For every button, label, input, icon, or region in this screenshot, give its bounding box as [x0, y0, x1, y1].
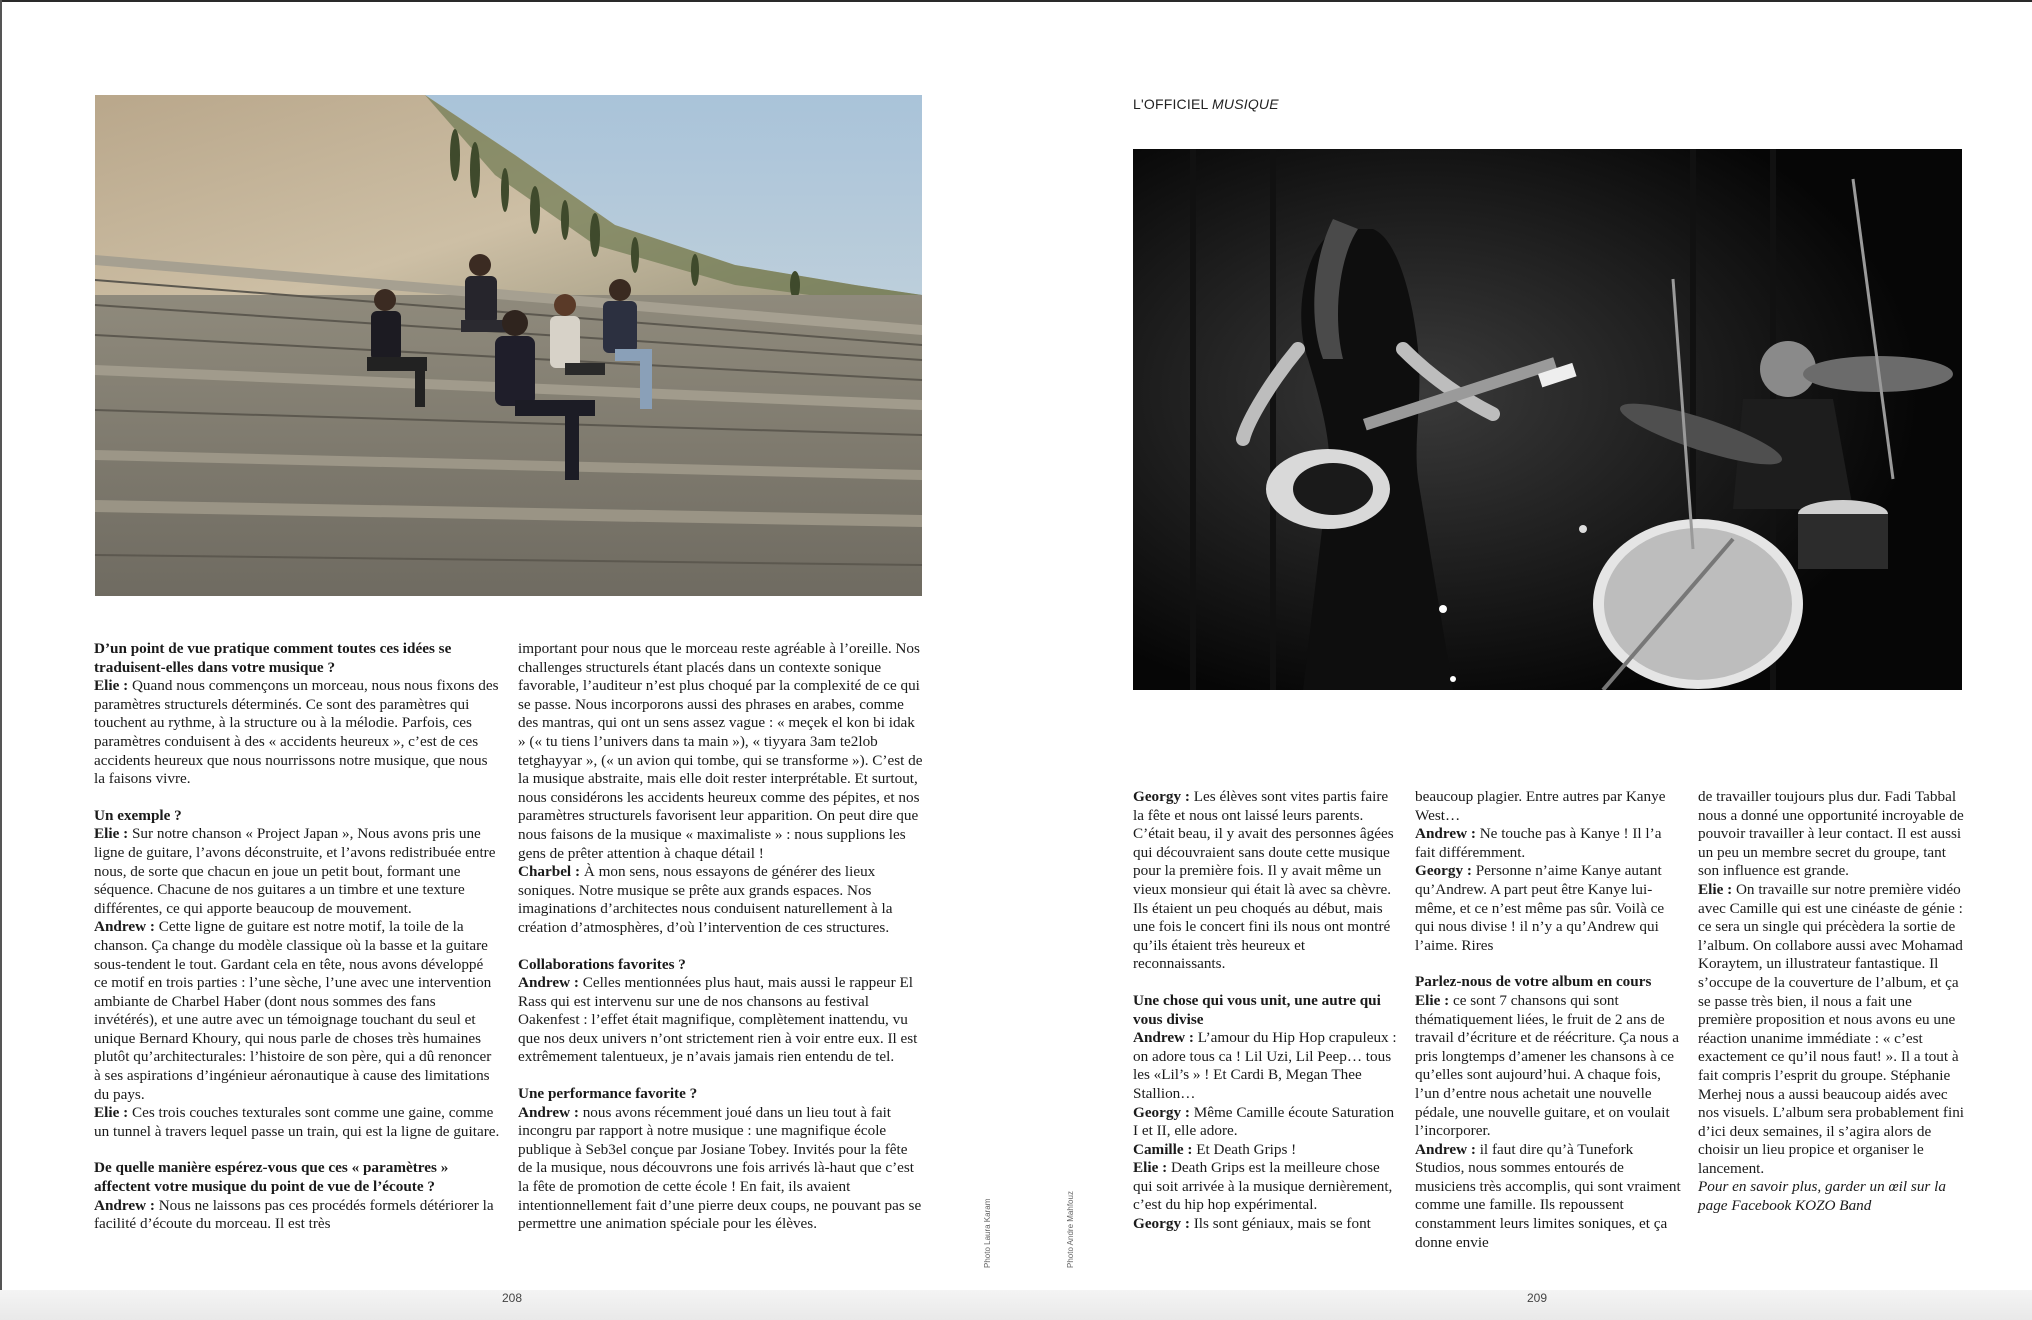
left-edge	[0, 0, 2, 1320]
page-number-right: 209	[1527, 1291, 1548, 1305]
interview-answer	[1415, 788, 1681, 825]
paragraph-gap	[1133, 974, 1399, 992]
interview-answer	[1133, 788, 1399, 974]
speaker-name: Elie :	[94, 677, 129, 695]
speaker-name: Andrew :	[1415, 1140, 1476, 1158]
paragraph-gap	[94, 1141, 500, 1159]
speaker-name: Elie :	[94, 825, 129, 843]
answer-text: Quand nous commençons un morceau, nous nous fixons des paramètres structurels déterminés. Ce sont des paramètres qui touchent au rythme, à la structure ou à la mélodie. Parfois, ces paramètres conduisent à des « accidents heureux », c’est de ces accidents heureux que nous nourrissons notre musique, que nous la faisons vivre.	[94, 677, 499, 788]
speaker-name: Elie :	[1698, 880, 1733, 898]
speaker-name: Andrew :	[94, 918, 155, 936]
answer-text: important pour nous que le morceau reste agréable à l’oreille. Nos challenges structurels étant placés dans un contexte sonique favorable, l’auditeur n’est plus choqué par la complexité de ce qui se passe. Nous incorporons aussi des phrases en arabes, comme des mantras, qui ont un sens assez vague : « meçek el kon bi idak » (« tu tiens l’univers dans ta main »), « tiyyara 3am te2lob tetghayyar », (« un avion qui tombe, qui se transforme »). C’est de la musique abstraite, mais elle doit rester interprétable. Et surtout, nous considérons les accidents heureux comme des pépites, et nos paramètres structurels favorisent leur apparition. On peut dire que nous faisons de la musique « maximaliste » : nous supplions les gens de prêter attention à chaque détail !	[518, 640, 923, 862]
article-column-1	[94, 640, 500, 1234]
interview-answer	[94, 918, 500, 1104]
speaker-name: Elie :	[1133, 1159, 1168, 1177]
interview-answer	[94, 677, 500, 789]
answer-text: beaucoup plagier. Entre autres par Kanye West…	[1415, 788, 1666, 824]
interview-answer	[1698, 881, 1964, 1179]
interview-answer	[1133, 1159, 1399, 1215]
interview-answer	[518, 1104, 924, 1234]
answer-text: Death Grips est la meilleure chose qui soit arrivée à la musique dernièrement, c’est du hip hop expérimental.	[1133, 1159, 1393, 1214]
interview-answer	[518, 640, 924, 863]
photo-credit-right: Photo Andre Mahfouz	[1066, 1191, 1075, 1268]
interview-answer	[1415, 862, 1681, 955]
live-performance-photo	[1133, 149, 1962, 690]
interview-question: Une chose qui vous unit, une autre qui vous divise	[1133, 991, 1381, 1028]
footnote: Pour en savoir plus, garder un œil sur la page Facebook KOZO Band	[1698, 1178, 1946, 1215]
speaker-name: Elie :	[94, 1104, 129, 1122]
interview-question: Un exemple ?	[94, 806, 182, 824]
interview-answer	[1133, 1104, 1399, 1141]
magazine-header	[1133, 96, 1279, 112]
article-column-5	[1698, 788, 1964, 1216]
answer-text: de travailler toujours plus dur. Fadi Tabbal nous a donné une opportunité incroyable de pouvoir travailler à leur contact. Il est aussi un peu un membre secret du groupe, tant son influence est grande.	[1698, 788, 1964, 880]
answer-text: Personne n’aime Kanye autant qu’Andrew. A part peut être Kanye lui-même, et ce n’est même pas sûr. Voilà ce qui nous divise ! il n’y a qu’Andrew qui l’aime. Rires	[1415, 862, 1665, 954]
answer-text: Même Camille écoute Saturation I et II, elle adore.	[1133, 1103, 1395, 1140]
speaker-name: Andrew :	[1133, 1029, 1194, 1047]
section-label: MUSIQUE	[1212, 96, 1279, 112]
page-number-left: 208	[502, 1291, 523, 1305]
paragraph-gap	[518, 938, 924, 956]
answer-text: On travaille sur notre première vidéo avec Camille qui est une cinéaste de génie : ce sera un single qui précèdera la sortie de l’album. On collabore aussi avec Mohamad Koraytem, un illustrateur fantastique. Il s’occupe de la couverture de l’album, et ça se passe très bien, il nous a fait une première proposition et nous avons eu une réaction unanime immédiate : « c’est exactement ce qu’il nous faut! ». Il a tout à fait compris l’esprit du groupe. Stéphanie Merhej nous a aussi beaucoup aidés avec nos visuels. L’album sera probablement fini d’ici deux semaines, il s’agira alors de choisir un lieu propice et organiser le lancement.	[1698, 880, 1965, 1177]
interview-answer	[1415, 825, 1681, 862]
paragraph-gap	[94, 789, 500, 807]
speaker-name: Andrew :	[1415, 825, 1476, 843]
article-column-4	[1415, 788, 1681, 1252]
interview-question: Parlez-nous de votre album en cours	[1415, 973, 1652, 991]
interview-answer	[518, 974, 924, 1067]
interview-answer	[518, 863, 924, 937]
article-column-3	[1133, 788, 1399, 1234]
photo-credit-left: Photo Laura Karam	[983, 1198, 992, 1268]
speaker-name: Georgy :	[1133, 1215, 1190, 1233]
answer-text: Nous ne laissons pas ces procédés formels détériorer la facilité d’écoute du morceau. Il est très	[94, 1196, 494, 1233]
interview-answer	[94, 1197, 500, 1234]
interview-answer	[1698, 788, 1964, 881]
interview-answer	[1133, 1215, 1399, 1234]
interview-answer	[1133, 1141, 1399, 1160]
top-edge	[0, 0, 2032, 2]
speaker-name: Charbel :	[518, 863, 581, 881]
band-on-steps-photo	[95, 95, 922, 596]
answer-text: Sur notre chanson « Project Japan », Nous avons pris une ligne de guitare, l’avons déconstruite, et l’avons redistribuée entre nous, de sorte que chacun en joue un petit bout, formant une séquence. Chacune de nos guitares a un timbre et une texture différentes, ce qui apporte beaucoup de mouvement.	[94, 825, 496, 917]
speaker-name: Elie :	[1415, 991, 1450, 1009]
interview-answer	[94, 825, 500, 918]
answer-text: L’amour du Hip Hop crapuleux : on adore tous ca ! Lil Uzi, Lil Peep… tous les «Lil’s » ! Et Cardi B, Megan Thee Stallion…	[1133, 1029, 1397, 1102]
interview-question: Une performance favorite ?	[518, 1085, 698, 1103]
answer-text: Celles mentionnées plus haut, mais aussi le rappeur El Rass qui est intervenu sur une de nos chansons au festival Oakenfest : l’effet était magnifique, complètement inattendu, vu que nos deux univers n’ont strictement rien à voir entre eux. Il est extrêmement talentueux, je n’avais jamais rien entendu de tel.	[518, 974, 918, 1066]
bottom-shade	[0, 1290, 2032, 1320]
answer-text: nous avons récemment joué dans un lieu tout à fait incongru par rapport à notre musique : une magnifique école publique à Seb3el conçue par Josiane Tobey. Invités pour la fête de la musique, nous découvrons une fois arrivés là-haut que c’est la fête de promotion de cette école ! En fait, ils avaient intentionnellement fait d’une pierre deux coups, ne pouvant pas se permettre une animation spéciale pour les élèves.	[518, 1103, 922, 1233]
speaker-name: Georgy :	[1133, 788, 1190, 805]
interview-answer	[1133, 1029, 1399, 1103]
speaker-name: Georgy :	[1415, 862, 1472, 880]
answer-text: Cette ligne de guitare est notre motif, la toile de la chanson. Ça change du modèle classique où la basse et la guitare sous-tendent le tout. Gardant cela en tête, nous avons développé ce motif en trois parties : l’une sèche, l’une avec une intervention ambiante de Charbel Haber (dont nous sommes des fans invétérés), et une autre avec un témoignage touchant du seul et unique Bernard Khoury, qui nous parle de choses très humaines plutôt qu’architecturales: l’histoire de son père, qui a dû renoncer à ses aspirations d’ingénieur aéronautique à cause des limitations du pays.	[94, 918, 492, 1103]
answer-text: Et Death Grips !	[1192, 1140, 1297, 1158]
interview-question: Collaborations favorites ?	[518, 955, 686, 973]
answer-text: Ne touche pas à Kanye ! Il l’a fait différemment.	[1415, 825, 1662, 861]
speaker-name: Andrew :	[94, 1196, 155, 1214]
article-column-2	[518, 640, 924, 1234]
answer-text: ce sont 7 chansons qui sont thématiquement liées, le fruit de 2 ans de travail d’écriture et de réécriture. Ça nous a pris longtemps d’amener les chansons à ce qu’elles sont aujourd’hui. A chaque fois, l’un d’entre nous achetait une nouvelle pédale, une nouvelle guitare, et on voulait l’incorporer.	[1415, 991, 1679, 1140]
paragraph-gap	[1415, 955, 1681, 973]
interview-question: De quelle manière espérez-vous que ces « paramètres » affectent votre musique du point de vue de l’écoute ?	[94, 1159, 449, 1196]
answer-text: il faut dire qu’à Tunefork Studios, nous sommes entourés de musiciens très accomplis, qui sont vraiment comme une famille. Ils repoussent constamment leurs limites soniques, et ça donne envie	[1415, 1140, 1681, 1251]
speaker-name: Georgy :	[1133, 1103, 1190, 1121]
speaker-name: Andrew :	[518, 1103, 579, 1121]
answer-text: Ils sont géniaux, mais se font	[1189, 1215, 1371, 1233]
paragraph-gap	[518, 1067, 924, 1085]
speaker-name: Camille :	[1133, 1140, 1193, 1158]
interview-question: D’un point de vue pratique comment toutes ces idées se traduisent-elles dans votre musique ?	[94, 640, 452, 676]
interview-answer	[94, 1104, 500, 1141]
answer-text: Ces trois couches texturales sont comme une gaine, comme un tunnel à travers lequel passe un train, qui est la ligne de guitare.	[94, 1104, 500, 1140]
answer-text: Les élèves sont vites partis faire la fête et nous ont laissé leurs parents. C’était beau, il y avait des personnes âgées qui découvraient sans doute cette musique pour la première fois. Il y avait même un vieux monsieur qui était là avec sa chèvre. Ils étaient un peu choqués au début, mais une fois le concert fini ils nous ont montré qu’ils étaient très heureux et reconnaissants.	[1133, 788, 1394, 973]
speaker-name: Andrew :	[518, 974, 579, 992]
brand-label: L'OFFICIEL	[1133, 96, 1208, 112]
interview-answer	[1415, 992, 1681, 1141]
interview-answer	[1415, 1141, 1681, 1253]
answer-text: À mon sens, nous essayons de générer des lieux soniques. Notre musique se prête aux grands espaces. Nos imaginations d’architectes nous conduisent naturellement à la création d’atmosphères, d’où l’intervention de ces structures.	[518, 863, 893, 936]
